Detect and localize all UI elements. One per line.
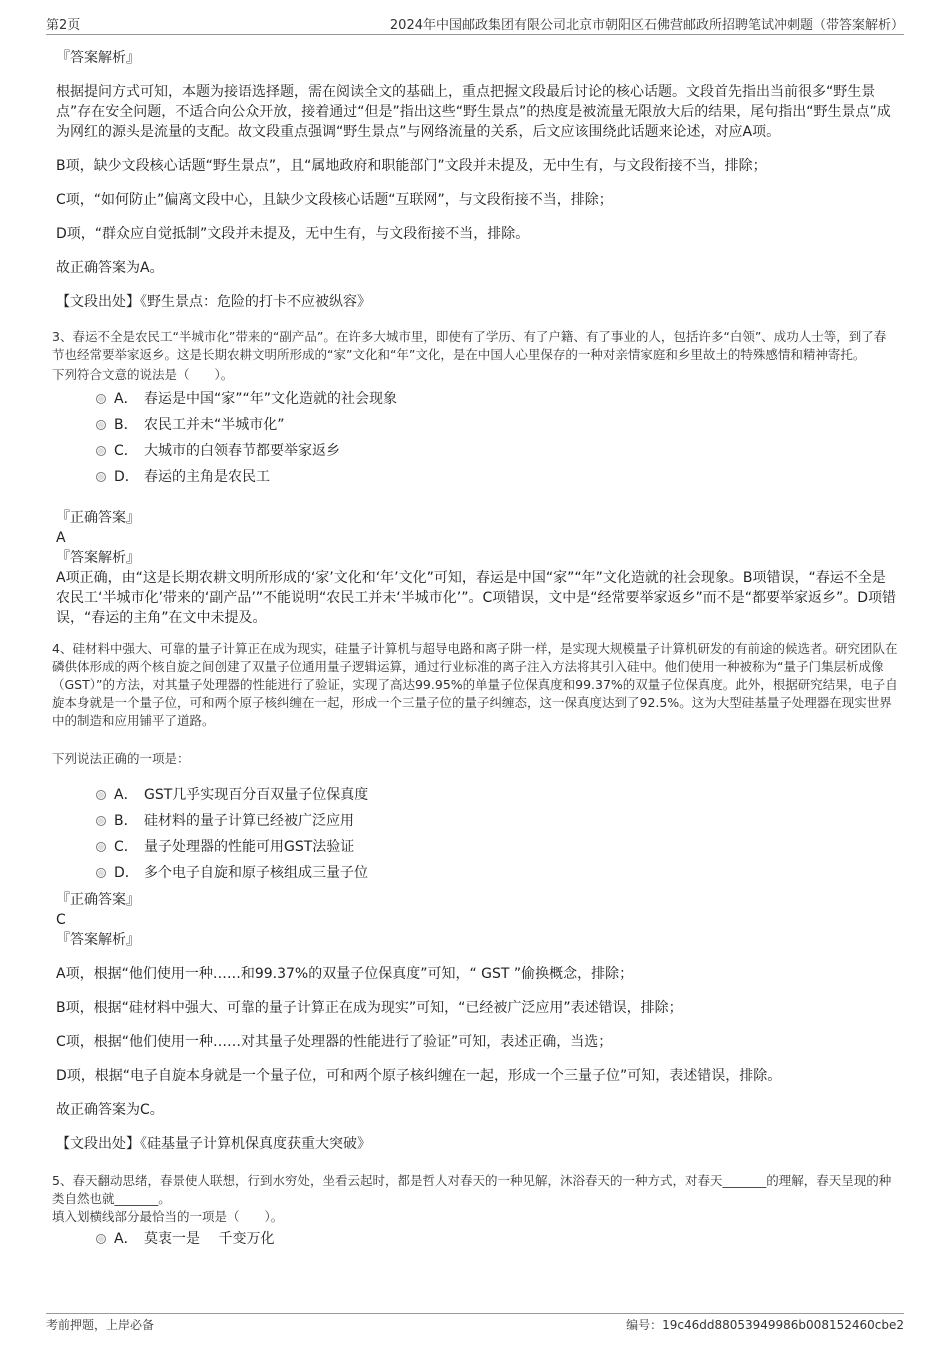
q5-ask: 填入划横线部分最恰当的一项是（ ）。 [52, 1209, 284, 1224]
q3-option-b[interactable]: B． 农民工并未“半城市化” [56, 412, 898, 438]
q3-answer-label: 『正确答案』 [56, 510, 140, 526]
page-number: 第2页 [46, 18, 81, 33]
q5-options [56, 1226, 898, 1252]
q2-conclusion: 故正确答案为A。 [56, 260, 164, 276]
q5-stem: 5、春天翻动思绪，春景使人联想，行到水穷处，坐看云起时，都是哲人对春天的一种见解，沐浴春天的一种方式，对春天_______的理解，春天呈现的种类自然也就_______。 [52, 1173, 892, 1206]
q2-source: 【文段出处】《野生景点：危险的打卡不应被纵容》 [56, 294, 371, 310]
radio-icon[interactable] [96, 868, 106, 878]
q4-option-a[interactable]: A． GST几乎实现百分百双量子位保真度 [56, 782, 898, 808]
q4-option-c[interactable]: C． 量子处理器的性能可用GST法验证 [56, 834, 898, 860]
q4-stem: 4、硅材料中强大、可靠的量子计算正在成为现实，硅量子计算机与超导电路和离子阱一样，是实现大规模量子计算机研发的有前途的候选者。研究团队在磷供体形成的两个核自旋之间创建了双量子位通用量子逻辑运算，通过行业标准的离子注入方法将其引入硅中。他们使用一种被称为“量子门集层析成像（GST）”的方法，对其量子处理器的性能进行了验证，实现了高达99.95%的单量子位保真度和99.37%的双量子位保真度。此外，根据研究结果，电子自旋本身就是一个量子位，可和两个原子核纠缠在一起，形成一个三量子位的量子纠缠态，这一保真度达到了92.5%。这为大型硅基量子处理器在现实世界中的制造和应用铺平了道路。 [52, 641, 898, 728]
q3-ask: 下列符合文意的说法是（ ）。 [52, 367, 234, 382]
q4-conclusion: 故正确答案为C。 [56, 1102, 164, 1118]
q2-analysis-label: 『答案解析』 [56, 50, 140, 66]
q3-analysis: A项正确，由“这是长期农耕文明所形成的‘家’文化和‘年’文化”可知，春运是中国“家”“年”文化造就的社会现象。B项错误，“春运不全是农民工‘半城市化’带来的‘副产品’”不能说明“农民工并未‘半城市化’”。C项错误，文中是“经常要举家返乡”而不是“都要举家返乡”。D项错误，“春运的主角”在文中未提及。 [56, 570, 897, 626]
q3-answer: A [56, 530, 66, 546]
page-content [52, 44, 898, 1252]
radio-icon[interactable] [96, 420, 106, 430]
radio-icon[interactable] [96, 394, 106, 404]
q4-source: 【文段出处】《硅基量子计算机保真度获重大突破》 [56, 1136, 371, 1152]
q4-answer: C [56, 912, 66, 928]
q4-ask: 下列说法正确的一项是： [52, 751, 190, 766]
radio-icon[interactable] [96, 842, 106, 852]
q3-option-c[interactable]: C． 大城市的白领春节都要举家返乡 [56, 438, 898, 464]
q3-analysis-label: 『答案解析』 [56, 550, 140, 566]
document-id: 编号：19c46dd88053949986b008152460cbe2 [626, 1318, 904, 1332]
q3-option-d[interactable]: D． 春运的主角是农民工 [56, 464, 898, 490]
q4-answer-label: 『正确答案』 [56, 892, 140, 908]
page-header [46, 12, 904, 35]
q4-analysis-d: D项，根据“电子自旋本身就是一个量子位，可和两个原子核纠缠在一起，形成一个三量子位”可知，表述错误，排除。 [56, 1068, 782, 1084]
q2-analysis-c: C项，“如何防止”偏离文段中心，且缺少文段核心话题“互联网”，与文段衔接不当，排除； [56, 192, 613, 208]
q2-analysis-b: B项，缺少文段核心话题“野生景点”，且“属地政府和职能部门”文段并未提及，无中生有，与文段衔接不当，排除； [56, 158, 767, 174]
footer-slogan: 考前押题，上岸必备 [46, 1318, 155, 1332]
document-title: 2024年中国邮政集团有限公司北京市朝阳区石佛营邮政所招聘笔试冲刺题（带答案解析） [389, 18, 904, 33]
q2-analysis-main: 根据提问方式可知，本题为接语选择题，需在阅读全文的基础上，重点把握文段最后讨论的核心话题。文段首先指出当前很多“野生景点”存在安全问题，不适合向公众开放，接着通过“但是”指出这些“野生景点”的热度是被流量无限放大后的结果，尾句指出“野生景点”成为网红的源头是流量的支配。故文段重点强调“野生景点”与网络流量的关系，后文应该围绕此话题来论述，对应A项。 [56, 84, 891, 140]
q4-analysis-a: A项，根据“他们使用一种……和99.37%的双量子位保真度”可知，“ GST ”偷换概念，排除； [56, 966, 634, 982]
q4-analysis-label: 『答案解析』 [56, 932, 140, 948]
radio-icon[interactable] [96, 472, 106, 482]
radio-icon[interactable] [96, 446, 106, 456]
q3-options [56, 386, 898, 490]
radio-icon[interactable] [96, 1234, 106, 1244]
q3-stem: 3、春运不全是农民工“半城市化”带来的“副产品”。在许多大城市里，即使有了学历、有了户籍、有了事业的人，包括许多“白领”、成功人士等，到了春节也经常要举家返乡。这是长期农耕文明所形成的“家”文化和“年”文化，是在中国人心里保存的一种对亲情家庭和乡里故土的特殊感情和精神寄托。 [52, 329, 887, 362]
q4-option-b[interactable]: B． 硅材料的量子计算已经被广泛应用 [56, 808, 898, 834]
q4-options [56, 782, 898, 886]
q3-option-a[interactable]: A． 春运是中国“家”“年”文化造就的社会现象 [56, 386, 898, 412]
q5-option-a[interactable]: A． 莫衷一是 千变万化 [56, 1226, 898, 1252]
q4-analysis-b: B项，根据“硅材料中强大、可靠的量子计算正在成为现实”可知，“已经被广泛应用”表述错误，排除； [56, 1000, 683, 1016]
radio-icon[interactable] [96, 816, 106, 826]
radio-icon[interactable] [96, 790, 106, 800]
q4-analysis-c: C项，根据“他们使用一种……对其量子处理器的性能进行了验证”可知，表述正确，当选； [56, 1034, 613, 1050]
q4-option-d[interactable]: D． 多个电子自旋和原子核组成三量子位 [56, 860, 898, 886]
q2-analysis-d: D项，“群众应自觉抵制”文段并未提及，无中生有，与文段衔接不当，排除。 [56, 226, 530, 242]
page-footer [46, 1313, 904, 1336]
